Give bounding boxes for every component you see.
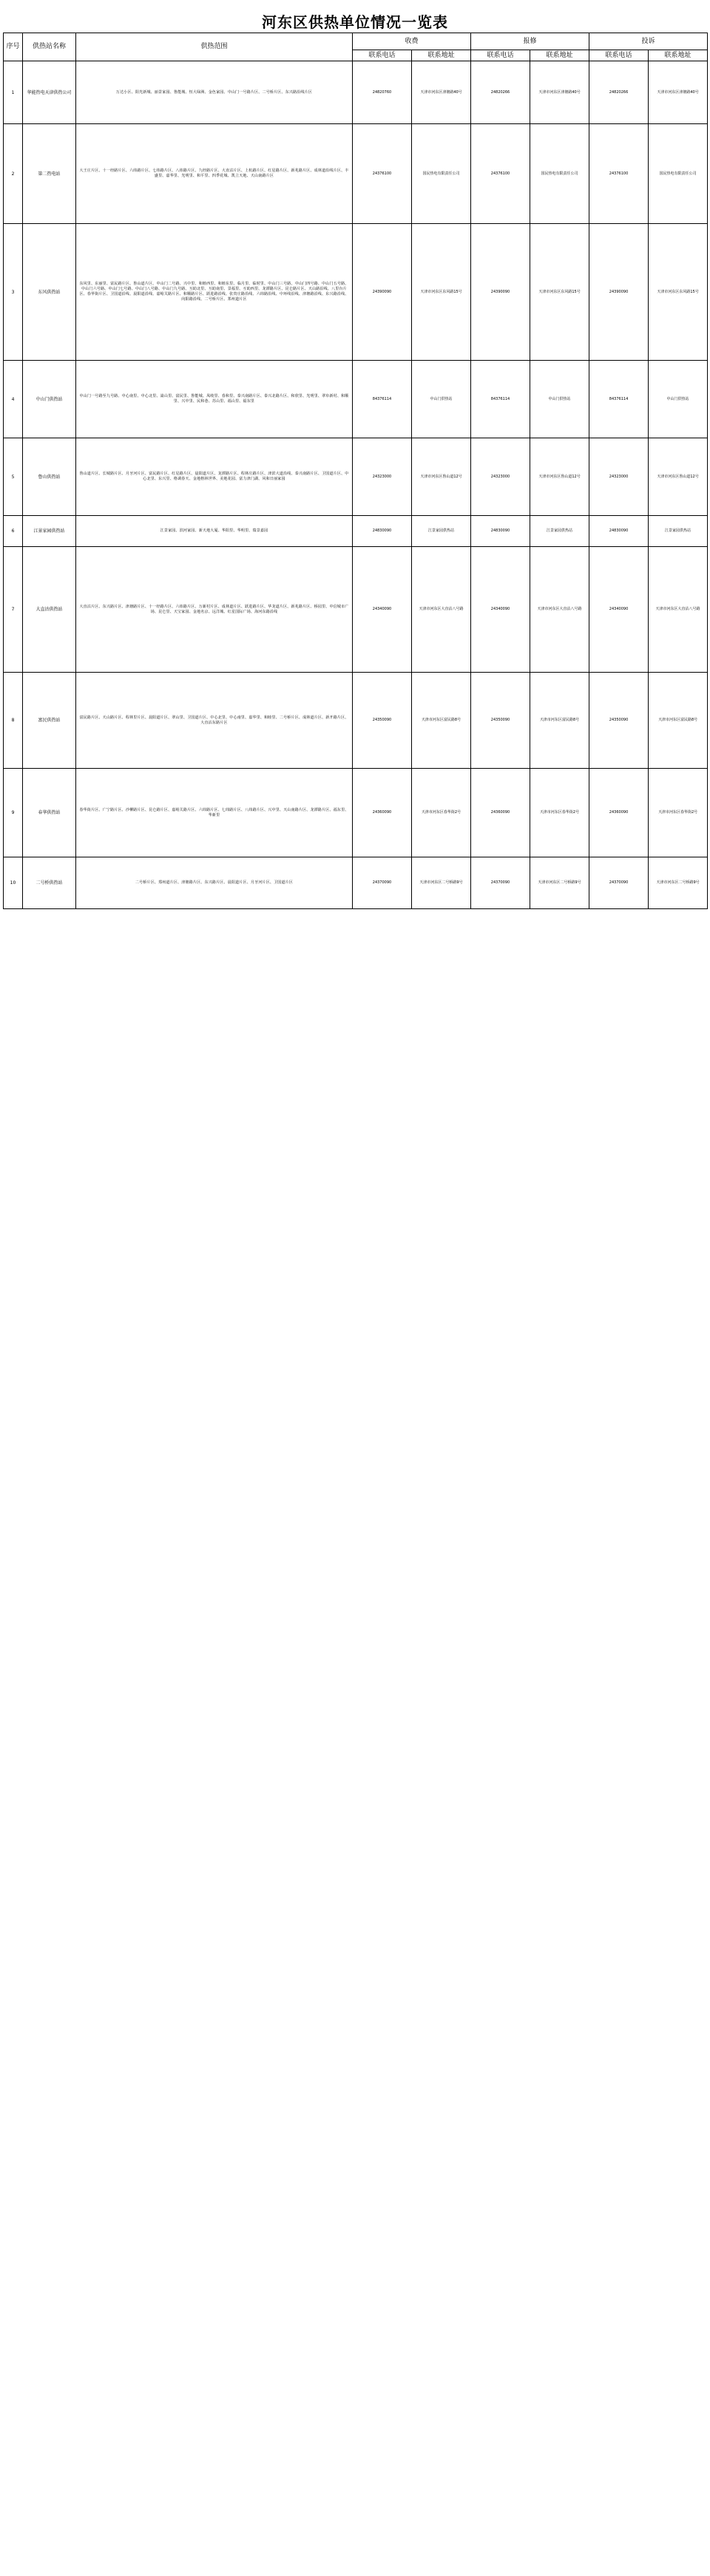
table-cell-complaint-phone: 24323000 bbox=[589, 438, 649, 516]
table-cell-repair-address: 国民热电有限责任公司 bbox=[530, 124, 589, 224]
table-cell-charge-address: 天津市河东区东风路15号 bbox=[412, 224, 471, 361]
table-cell-repair-phone: 24820266 bbox=[471, 61, 530, 124]
table-cell-charge-phone: 24360090 bbox=[353, 769, 412, 857]
table-cell-complaint-phone: 24820266 bbox=[589, 61, 649, 124]
table-cell-repair-phone: 24390090 bbox=[471, 224, 530, 361]
header-phone: 联系电话 bbox=[353, 50, 412, 61]
table-cell-seq: 1 bbox=[4, 61, 23, 124]
header-address: 联系地址 bbox=[649, 50, 708, 61]
table-cell-complaint-address: 中山门供热站 bbox=[649, 361, 708, 438]
table-cell-company: 富民供热站 bbox=[23, 673, 76, 769]
table-cell-charge-address: 天津市河东区津塘路40号 bbox=[412, 61, 471, 124]
table-cell-scope: 春华街片区、广宁路片区、沙柳路片区、昆仑路片区、嘉峪关路片区、六纬路片区、七纬路片区、八纬路片区、兴中里、天山南路片区、龙潭路片区、福东里、华新里 bbox=[76, 769, 353, 857]
table-cell-company: 大直沽供热站 bbox=[23, 547, 76, 673]
table-row bbox=[4, 769, 708, 857]
header-group-repair: 报修 bbox=[471, 33, 589, 50]
table-cell-complaint-address: 天津市河东区东风路15号 bbox=[649, 224, 708, 361]
header-phone: 联系电话 bbox=[471, 50, 530, 61]
table-cell-seq: 9 bbox=[4, 769, 23, 857]
table-cell-company: 春华供热站 bbox=[23, 769, 76, 857]
table-cell-complaint-phone: 24830090 bbox=[589, 516, 649, 547]
table-cell-charge-phone: 24350090 bbox=[353, 673, 412, 769]
header-row-groups bbox=[4, 33, 708, 50]
table-row bbox=[4, 516, 708, 547]
table-cell-repair-phone: 24360090 bbox=[471, 769, 530, 857]
table-cell-scope: 中山门一号路至九号路、中心南里、中心北里、嵩山里、富民里、鲁能城、凤岐里、春和里、泰兴南路片区、泰兴北路片区、和欣里、光明里、翠阜新村、和顺里、兴中里、民和巷、苏山里、福山里、福东里 bbox=[76, 361, 353, 438]
table-cell-complaint-phone: 24360090 bbox=[589, 769, 649, 857]
table-row bbox=[4, 224, 708, 361]
table-cell-charge-phone: 24376100 bbox=[353, 124, 412, 224]
table-cell-charge-phone: 24820760 bbox=[353, 61, 412, 124]
table-cell-company: 第二热电站 bbox=[23, 124, 76, 224]
table-cell-company: 华能热电天津供热公司 bbox=[23, 61, 76, 124]
table-cell-repair-phone: 24376100 bbox=[471, 124, 530, 224]
table-cell-seq: 3 bbox=[4, 224, 23, 361]
header-address: 联系地址 bbox=[530, 50, 589, 61]
table-cell-charge-phone: 24830090 bbox=[353, 516, 412, 547]
table-cell-scope: 万达小区、阳光新城、丽景家园、鲁能城、恒大绿洲、金色家园、中山门一号路片区、二号桥片区、东兴路沿线片区 bbox=[76, 61, 353, 124]
table-cell-repair-phone: 84376114 bbox=[471, 361, 530, 438]
table-cell-repair-address: 天津市河东区富民路8号 bbox=[530, 673, 589, 769]
table-cell-repair-address: 天津市河东区春华街2号 bbox=[530, 769, 589, 857]
table-cell-scope: 东风里、东丽里、富民路片区、鲁山道片区、中山门二号路、兴中里、和睦西里、和睦东里、临月里、临时里、中山门三号路、中山门四号路、中山门五号路、中山门六号路、中山门七号路、中山门八号路、中山门九号路、互助北里、互助南里、景福里、互助西里、龙潭路片区、昆仑路片区、天山路沿线、八里台片区、春华街片区、卫国道沿线、晨阳道沿线、嘉峪关路片区、和顺路片区、跃进路沿线、张贵庄路沿线、六纬路沿线、中环线沿线、津塘路沿线、东兴路沿线、向阳路沿线、二号桥片区、郑州道片区 bbox=[76, 224, 353, 361]
table-cell-complaint-address: 天津市河东区二号桥路9号 bbox=[649, 857, 708, 909]
table-cell-repair-phone: 24830090 bbox=[471, 516, 530, 547]
table-cell-complaint-address: 国民热电有限责任公司 bbox=[649, 124, 708, 224]
table-cell-seq: 2 bbox=[4, 124, 23, 224]
table-cell-complaint-phone: 24370090 bbox=[589, 857, 649, 909]
table-cell-repair-address: 江景家园供热站 bbox=[530, 516, 589, 547]
table-row bbox=[4, 61, 708, 124]
table-cell-company: 中山门供热站 bbox=[23, 361, 76, 438]
table-cell-repair-address: 天津市河东区二号桥路9号 bbox=[530, 857, 589, 909]
table-cell-complaint-phone: 24376100 bbox=[589, 124, 649, 224]
table-cell-charge-address: 中山门供热站 bbox=[412, 361, 471, 438]
table-cell-charge-address: 天津市河东区春华街2号 bbox=[412, 769, 471, 857]
table-row bbox=[4, 673, 708, 769]
table-cell-charge-phone: 84376114 bbox=[353, 361, 412, 438]
table-row bbox=[4, 438, 708, 516]
table-cell-charge-phone: 24390090 bbox=[353, 224, 412, 361]
table-cell-complaint-phone: 84376114 bbox=[589, 361, 649, 438]
header-company: 供热站名称 bbox=[23, 33, 76, 61]
table-cell-scope: 二号桥片区、郑州道片区、津塘路片区、东兴路片区、晨阳道片区、月牙河片区、卫国道片区 bbox=[76, 857, 353, 909]
table-cell-company: 江景家园供热站 bbox=[23, 516, 76, 547]
table-cell-repair-phone: 24350090 bbox=[471, 673, 530, 769]
table-cell-charge-phone: 24340090 bbox=[353, 547, 412, 673]
table-cell-scope: 江景家园、滨河家园、新天地大厦、华阳里、华明里、瑞景嘉园 bbox=[76, 516, 353, 547]
table-cell-scope: 鲁山道片区、长城路片区、月牙河片区、富民路片区、红星路片区、晨阳道片区、龙潭路片区、程林庄路片区、津滨大道沿线、泰兴南路片区、卫国道片区、中心北里、东兴里、格调春天、金地格林世界、美地花园、富力津门湖、风和日丽家园 bbox=[76, 438, 353, 516]
table-body bbox=[4, 61, 708, 909]
table-cell-repair-address: 天津市河东区鲁山道12号 bbox=[530, 438, 589, 516]
table-cell-seq: 8 bbox=[4, 673, 23, 769]
table-cell-charge-address: 天津市河东区大直沽八号路 bbox=[412, 547, 471, 673]
table-cell-complaint-address: 天津市河东区春华街2号 bbox=[649, 769, 708, 857]
table-cell-seq: 5 bbox=[4, 438, 23, 516]
table-cell-seq: 7 bbox=[4, 547, 23, 673]
table-cell-repair-phone: 24340090 bbox=[471, 547, 530, 673]
table-cell-complaint-address: 天津市河东区大直沽八号路 bbox=[649, 547, 708, 673]
table-cell-charge-phone: 24323000 bbox=[353, 438, 412, 516]
table-cell-complaint-phone: 24350090 bbox=[589, 673, 649, 769]
table-cell-complaint-phone: 24340090 bbox=[589, 547, 649, 673]
table-cell-scope: 大直沽片区、东兴路片区、津塘路片区、十一经路片区、六纬路片区、万新村片区、成林道片区、跃进路片区、华龙道片区、新兆路片区、桥园里、中信城市广场、昆仑里、天宝家园、金地名京、远洋城、红星国际广场、海河东路沿线 bbox=[76, 547, 353, 673]
header-phone: 联系电话 bbox=[589, 50, 649, 61]
table-cell-complaint-address: 天津市河东区津塘路40号 bbox=[649, 61, 708, 124]
table-cell-charge-address: 天津市河东区富民路8号 bbox=[412, 673, 471, 769]
table-cell-complaint-address: 天津市河东区鲁山道12号 bbox=[649, 438, 708, 516]
table-cell-charge-address: 天津市河东区鲁山道12号 bbox=[412, 438, 471, 516]
table-cell-charge-phone: 24370090 bbox=[353, 857, 412, 909]
table-cell-repair-address: 天津市河东区东风路15号 bbox=[530, 224, 589, 361]
table-row bbox=[4, 124, 708, 224]
header-seq: 序号 bbox=[4, 33, 23, 61]
table-cell-seq: 4 bbox=[4, 361, 23, 438]
table-cell-repair-address: 中山门供热站 bbox=[530, 361, 589, 438]
table-cell-scope: 富民路片区、天山路片区、程林里片区、晨阳道片区、翠山里、卫国道片区、中心北里、中心南里、嘉华里、和睦里、二号桥片区、成林道片区、新开路片区、大直沽东路片区 bbox=[76, 673, 353, 769]
table-cell-seq: 10 bbox=[4, 857, 23, 909]
document-title: 河东区供热单位情况一览表 bbox=[262, 13, 448, 31]
header-address: 联系地址 bbox=[412, 50, 471, 61]
table-cell-repair-address: 天津市河东区大直沽八号路 bbox=[530, 547, 589, 673]
table-cell-seq: 6 bbox=[4, 516, 23, 547]
table-cell-charge-address: 国民热电有限责任公司 bbox=[412, 124, 471, 224]
table-cell-repair-phone: 24323000 bbox=[471, 438, 530, 516]
table-row bbox=[4, 361, 708, 438]
table-cell-scope: 大王庄片区、十一经路片区、六纬路片区、七纬路片区、八纬路片区、九经路片区、大直沽片区、上杭路片区、红星路片区、新兆路片区、成林道沿线片区、丰盛里、嘉华里、光明里、和平里、四季花城、凯立天地、天山南路片区 bbox=[76, 124, 353, 224]
table-cell-company: 东风供热站 bbox=[23, 224, 76, 361]
table-cell-complaint-address: 天津市河东区富民路8号 bbox=[649, 673, 708, 769]
table-row bbox=[4, 857, 708, 909]
table-row bbox=[4, 547, 708, 673]
table-cell-company: 二号桥供热站 bbox=[23, 857, 76, 909]
table-cell-complaint-phone: 24390090 bbox=[589, 224, 649, 361]
table-cell-charge-address: 江景家园供热站 bbox=[412, 516, 471, 547]
table-cell-company: 鲁山供热站 bbox=[23, 438, 76, 516]
table-cell-charge-address: 天津市河东区二号桥路9号 bbox=[412, 857, 471, 909]
table-cell-complaint-address: 江景家园供热站 bbox=[649, 516, 708, 547]
table-cell-repair-address: 天津市河东区津塘路40号 bbox=[530, 61, 589, 124]
heating-units-table bbox=[3, 33, 708, 909]
table-cell-repair-phone: 24370090 bbox=[471, 857, 530, 909]
header-scope: 供热范围 bbox=[76, 33, 353, 61]
header-group-charge: 收费 bbox=[353, 33, 471, 50]
header-group-complaint: 投诉 bbox=[589, 33, 708, 50]
